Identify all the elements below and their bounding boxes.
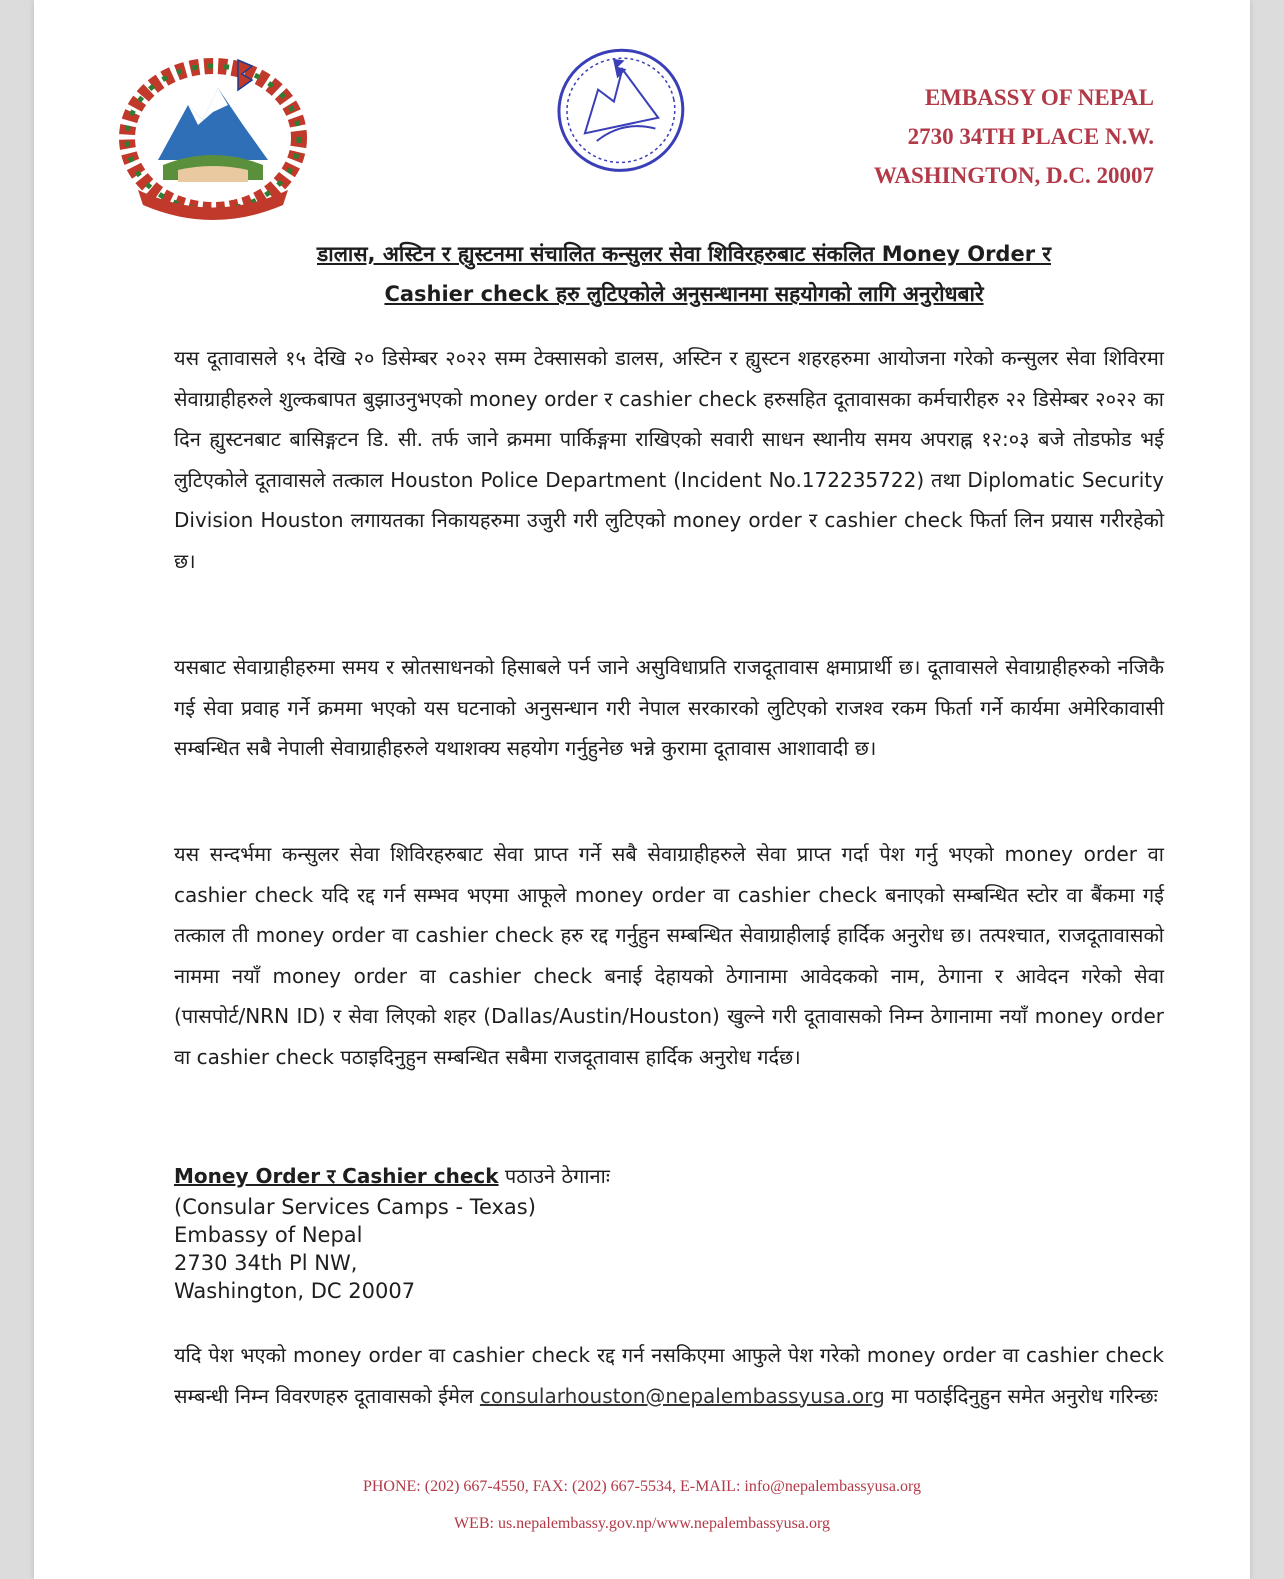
mailing-address-line: 2730 34th Pl NW, — [174, 1251, 358, 1275]
body-paragraph-1: यस दूतावासले १५ देखि २० डिसेम्बर २०२२ सम्म टेक्सासको डालस, अस्टिन र ह्युस्टन शहरहरुमा आयोजना गरेको कन्सुलर सेवा शिविरमा सेवाग्राहीहरुले शुल्कबापत बुझाउनुभएको money order र cashier check हरुसहित दूतावासका कर्मचारीहरु २२ डिसेम्बर २०२२ का दिन ह्युस्टनबाट बासिङ्गटन डि. सी. तर्फ जाने क्रममा पार्किङ्गमा राखिएको सवारी साधन स्थानीय समय अपराह्न १२:०३ बजे तोडफोड भई लुटिएकोले दूतावासले तत्काल Houston Police Department (Incident No.172235722) तथा Diplomatic Security Division Houston लगायतका निकायहरुमा उजुरी गरी लुटिएको money order र cashier check फिर्ता लिन प्रयास गरीरहेको छ। — [174, 346, 1164, 573]
body-paragraph-4 — [174, 1335, 1164, 1416]
paragraph-4-start: यदि पेश भएको money order वा cashier check रद्द गर्न नसकिएमा आफुले पेश गरेको money order वा cashier check सम्बन्धी निम्न विवरणहरु दूतावासको ईमेल — [174, 1343, 1164, 1408]
mailing-address-heading — [174, 1160, 610, 1192]
mailing-heading-rest: पठाउने ठेगानाः — [498, 1164, 610, 1188]
subject-line-1: डालास, अस्टिन र ह्युस्टनमा संचालित कन्सुलर सेवा शिविरहरुबाट संकलित Money Order र — [317, 242, 1051, 266]
embassy-city: WASHINGTON, D.C. 20007 — [873, 163, 1154, 188]
letter-page — [34, 0, 1250, 1579]
embassy-street: 2730 34TH PLACE N.W. — [907, 124, 1154, 149]
body-paragraph-3: यस सन्दर्भमा कन्सुलर सेवा शिविरहरुबाट सेवा प्राप्त गर्ने सबै सेवाग्राहीहरुले सेवा प्राप्त गर्दा पेश गर्नु भएको money order वा cashier check यदि रद्द गर्न सम्भव भएमा आफूले money order वा cashier check बनाएको सम्बन्धित स्टोर वा बैंकमा गई तत्काल ती money order वा cashier check हरु रद्द गर्नुहुन सम्बन्धित सेवाग्राहीलाई हार्दिक अनुरोध छ। तत्पश्चात, राजदूतावासको नाममा नयाँ money order वा cashier check बनाई देहायको ठेगानामा आवेदकको नाम, ठेगाना र आवेदन गरेको सेवा (पासपोर्ट/NRN ID) र सेवा लिएको शहर (Dallas/Austin/Houston) खुल्ने गरी दूतावासको निम्न ठेगानामा नयाँ money order वा cashier check पठाइदिनुहुन सम्बन्धित सबैमा राजदूतावास हार्दिक अनुरोध गर्दछ। — [174, 842, 1164, 1069]
embassy-address-header — [834, 78, 1154, 195]
letter-subject — [204, 234, 1164, 314]
mailing-address-line: (Consular Services Camps - Texas) — [174, 1195, 536, 1219]
paragraph-4-end: मा पठाईदिनुहुन समेत अनुरोध गरिन्छः — [884, 1383, 1158, 1408]
subject-line-2: Cashier check हरु लुटिएकोले अनुसन्धानमा सहयोगको लागि अनुरोधबारे — [384, 282, 984, 306]
mailing-address-line: Washington, DC 20007 — [174, 1279, 416, 1303]
embassy-name: EMBASSY OF NEPAL — [924, 85, 1154, 110]
embassy-seal-stamp-icon — [534, 40, 714, 210]
consular-email-link[interactable]: consularhouston@nepalembassyusa.org — [479, 1383, 885, 1408]
footer-contact: PHONE: (202) 667-4550, FAX: (202) 667-5534, E-MAIL: info@nepalembassyusa.org — [362, 1478, 922, 1495]
footer-web: WEB: us.nepalembassy.gov.np/www.nepalembassyusa.org — [453, 1515, 831, 1532]
body-paragraph-2: यसबाट सेवाग्राहीहरुमा समय र स्रोतसाधनको हिसाबले पर्न जाने असुविधाप्रति राजदूतावास क्षमाप्रार्थी छ। दूतावासले सेवाग्राहीहरुको नजिकै गई सेवा प्रवाह गर्ने क्रममा भएको यस घटनाको अनुसन्धान गरी नेपाल सरकारको लुटिएको राजश्व रकम फिर्ता गर्ने कार्यमा अमेरिकावासी सम्बन्धित सबै नेपाली सेवाग्राहीहरुले यथाशक्य सहयोग गर्नुहुनेछ भन्ने कुरामा दूतावास आशावादी छ। — [174, 655, 1164, 760]
mailing-address — [174, 1193, 536, 1305]
mailing-address-line: Embassy of Nepal — [174, 1223, 363, 1247]
nepal-coat-of-arms-icon — [118, 50, 308, 220]
mailing-heading-underlined: Money Order र Cashier check — [174, 1164, 499, 1188]
